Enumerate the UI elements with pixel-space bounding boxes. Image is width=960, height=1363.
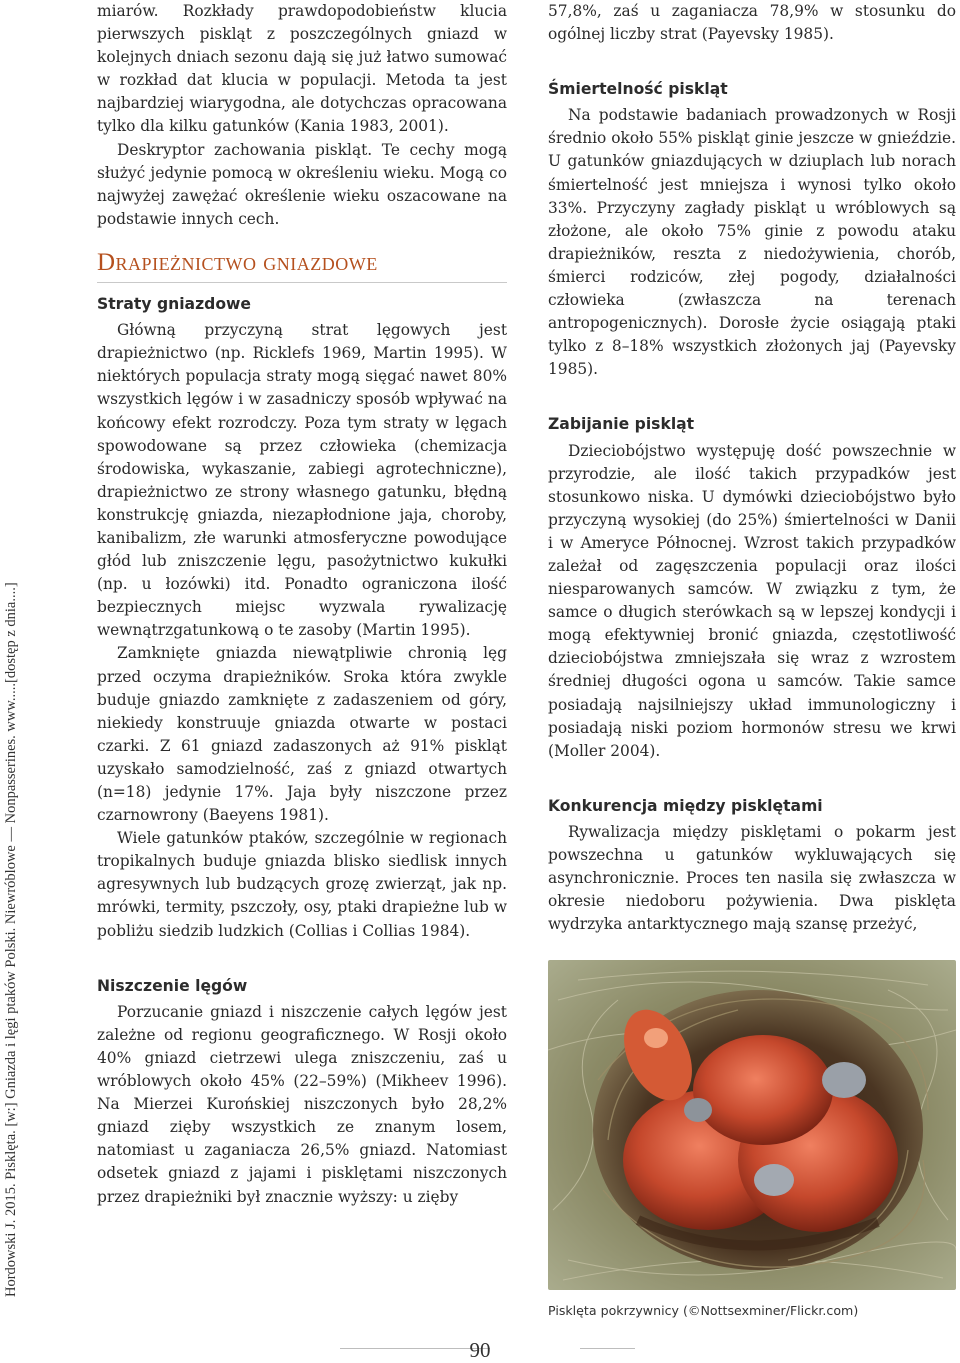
paragraph: 57,8%, zaś u zaganiacza 78,9% w stosunku do ogólnej liczby strat (Payevsky 1985).: [548, 2, 956, 44]
right-column: [548, 0, 956, 1322]
paragraph: Wiele gatunków ptaków, szczególnie w regionach tropikalnych buduje gniazda blisko siedlisk innych agresywnych lub budzących grozę zwierząt, jak np. mrówki, termity, pszczoły, osy, ptaki drapieżne lub w pobliżu siedzib ludzkich (Collias i Collias 1984).: [97, 829, 507, 940]
section-title: Drapieżnictwo gniazdowe: [97, 251, 507, 283]
page-number: 90: [469, 1338, 491, 1362]
paragraph: miarów. Rozkłady prawdopodobieństw klucia pierwszych piskląt z poszczególnych gniazd w kolejnych dniach sezonu dają się już łatwo sumować w rozkład dat klucia w populacji. Metoda ta jest najbardziej wiarygodna, ale dotychczas opracowana tylko dla kilku gatunków (Kania 1983, 2001).: [97, 2, 507, 136]
nest-photo-illustration: [548, 960, 956, 1290]
paragraph: Deskryptor zachowania piskląt. Te cechy mogą służyć jedynie pomocą w określeniu wieku. Mogą co najwyżej zawężać określenie wieku oszacowane na podstawie innych cech.: [97, 140, 507, 228]
subheading-straty-gniazdowe: Straty gniazdowe: [97, 295, 252, 314]
subheading-zabijanie-pisklat: Zabijanie piskląt: [548, 415, 695, 434]
paragraph: Porzucanie gniazd i niszczenie całych lęgów jest zależne od regionu geograficznego. W Rosji około 40% gniazd cietrzewi ulega zniszczeniu, zaś u wróblowych około 45% (22–59%) (Mikheev 1996). Na Mierzei Kurońskiej niszczonych było 28,2% gniazd zięby wszystkich ze znanym losem, natomiast u zaganiacza 26,5% gniazd. Natomiast odsetek gniazd z jajami i pisklętami niszczonych przez drapieżniki był znacznie wyższy: u zięby: [97, 1002, 507, 1206]
sidebar-citation: Hordowski J. 2015. Pisklęta. [w:] Gniazda i lęgi ptaków Polski. Niewróblowe — Nonpasserines. www.....[dostęp z dnia....]: [3, 582, 19, 1297]
subheading-konkurencja: Konkurencja między pisklętami: [548, 796, 823, 815]
paragraph: Na podstawie badaniach prowadzonych w Rosji średnio około 55% piskląt ginie jeszcze w gnieździe. U gatunków gniazdujących w dziuplach lub norach śmiertelność jest mniejsza i wynosi tylko około 33%. Przyczyny zagłady piskląt u wróblowych są złożone, ale około 75% ginie z powodu ataku drapieżników, reszta z niedożywienia, chorób, śmierci rodziców, złej pogody, działalności człowieka (zwłaszcza na terenach antropogenicznych). Dorosłe życie osiągają ptaki tylko z 8–18% wszystkich złożonych jaj (Payevsky 1985).: [548, 106, 956, 379]
photo-caption: Pisklęta pokrzywnicy (©Nottsexminer/Flickr.com): [548, 1303, 859, 1319]
subheading-smiertelnosc-pisklat: Śmiertelność piskląt: [548, 80, 728, 99]
sidebar-citation-band: [0, 0, 34, 1300]
left-column: [97, 0, 507, 1209]
paragraph: Główną przyczyną strat lęgowych jest drapieżnictwo (np. Ricklefs 1969, Martin 1995). W niektórych populacja straty mogą sięgać nawet 80% wszystkich lęgów i w zasadniczy sposób wpływać na końcowy efekt rozrodczy. Poza tym straty w lęgach spowodowane są przez człowieka (chemizacja środowiska, wykaszanie, zabiegi agrotechniczne), drapieżnictwo ze strony własnego gatunku, błędną konstrukcję gniazda, niezapłodnione jaja, choroby, kanibalizm, złe warunki atmosferyczne powodujące głód lub zniszczenie lęgu, pasożytnictwo kukułki (np. u łozówki) itd. Ponadto ograniczona ilość bezpiecznych miejsc wyzwala rywalizację wewnątrzgatunkową o te zasoby (Martin 1995).: [97, 321, 507, 640]
nest-photo: [548, 960, 956, 1290]
paragraph: Dzieciobójstwo występuję dość powszechnie w przyrodzie, ale ilość takich przypadków jest stosunkowo niska. U dymówki dzieciobójstwo było przyczyną wysokiej (do 25%) śmiertelności w Danii i w Ameryce Północnej. Wzrost takich przypadków zależał od zagęszczenia populacji oraz ilości niesparowanych samców. W związku z tym, że samce o długich sterówkach są w lepszej kondycji i mogą efektywniej bronić gniazda, częstotliwość dzieciobójstwa zmniejszała się wraz z wzrostem średniej długości ogona u samców. Takie samce posiadają najsilniejszy układ immunologiczny i posiadają niski poziom hormonów stresu we krwi (Moller 2004).: [548, 441, 956, 760]
paragraph: Zamknięte gniazda niewątpliwie chronią lęg przed oczyma drapieżników. Sroka która zwykle buduje gniazdo zamknięte z zadaszeniem od góry, niekiedy konstruuje gniazda otwarte w postaci czarki. Z 61 gniazd zadaszonych aż 91% piskląt uzyskało samodzielność, zaś z gniazd otwartych (n=18) jedynie 17%. Jaja były niszczone przez czarnowrony (Baeyens 1981).: [97, 644, 507, 825]
paragraph: Rywalizacja między pisklętami o pokarm jest powszechna u gatunków wykluwających się asynchronicznie. Proces ten nasila się zwłaszcza w okresie niedoboru pożywienia. Dwa pisklęta wydrzyka antarktycznego mają szansę przeżyć,: [548, 822, 956, 934]
subheading-niszczenie-legow: Niszczenie lęgów: [97, 976, 248, 995]
